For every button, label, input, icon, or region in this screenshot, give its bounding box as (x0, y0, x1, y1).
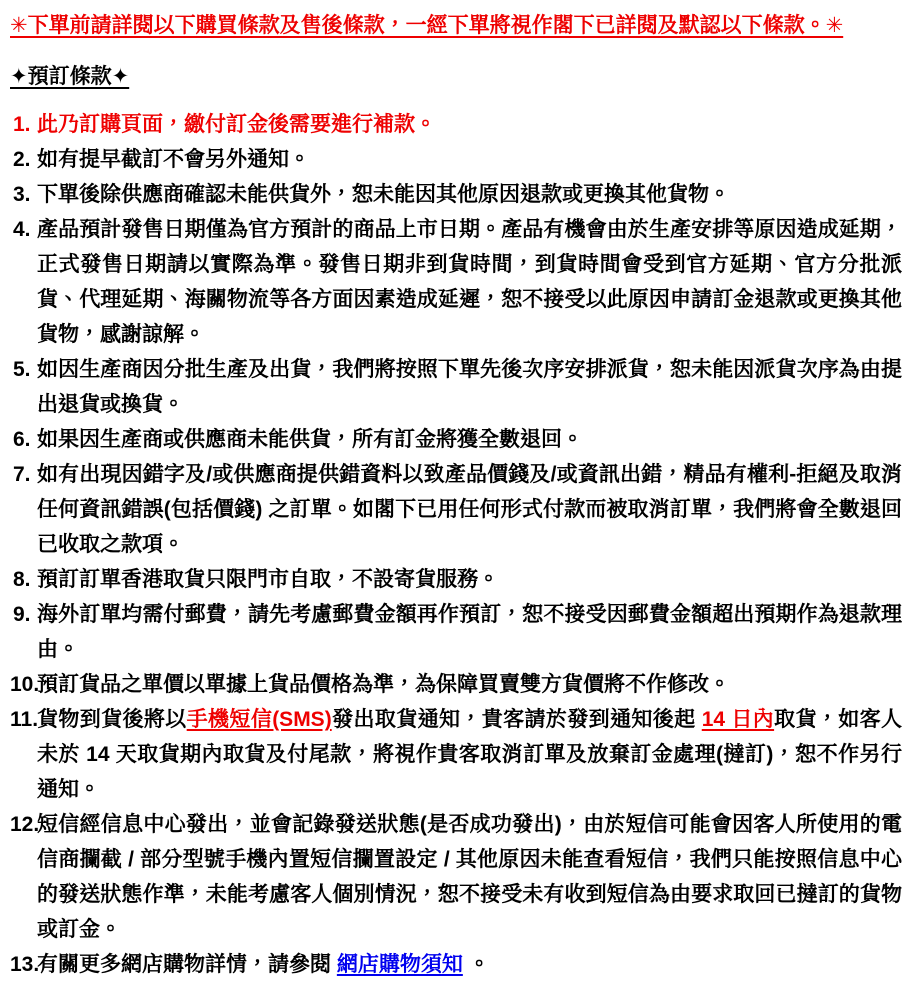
text-segment: 如有出現因錯字及/或供應商提供錯資料以致產品價錢及/或資訊出錯，精品有權利-拒絕及取消任何資訊錯誤(包括價錢) 之訂單。如閣下已用任何形式付款而被取消訂單，我們將會全數退回已收取之款項。 (37, 463, 902, 556)
term-number: 9. (13, 603, 31, 626)
text-segment: 預訂訂單香港取貨只限門市自取，不設寄貨服務。 (37, 568, 499, 591)
term-number: 1. (13, 113, 31, 136)
term-number: 4. (13, 218, 31, 241)
term-number: 12. (10, 813, 40, 836)
term-number: 8. (13, 568, 31, 591)
term-number: 3. (13, 183, 31, 206)
text-segment: 短信經信息中心發出，並會記錄發送狀態(是否成功發出)，由於短信可能會因客人所使用的電信商攔截 / 部分型號手機內置短信攔置設定 / 其他原因未能查看短信，我們只能按照信息中心的發送狀態作準，未能考慮客人個別情況，恕不接受未有收到短信為由要求取回已撻訂的貨物或訂金。 (37, 813, 902, 941)
term-item-9 (10, 597, 903, 667)
term-item-10 (10, 667, 903, 702)
term-text (37, 142, 903, 177)
terms-warning-header (10, 8, 903, 43)
term-number: 2. (13, 148, 31, 171)
term-text (37, 947, 903, 982)
term-item-7 (10, 457, 903, 562)
term-item-8 (10, 562, 903, 597)
text-segment: 如果因生產商或供應商未能供貨，所有訂金將獲全數退回。 (37, 428, 583, 451)
term-number: 10. (10, 673, 40, 696)
term-text (37, 562, 903, 597)
term-item-5 (10, 352, 903, 422)
term-number: 13. (10, 953, 40, 976)
term-text (37, 667, 903, 702)
term-item-3 (10, 177, 903, 212)
term-item-2 (10, 142, 903, 177)
term-text (37, 807, 903, 947)
term-item-4 (10, 212, 903, 352)
term-number: 6. (13, 428, 31, 451)
term-text (37, 702, 903, 807)
term-item-12 (10, 807, 903, 947)
preorder-terms-title-text: ✦預訂條款✦ (10, 65, 130, 88)
term-number: 7. (13, 463, 31, 486)
term-text (37, 212, 903, 352)
term-item-1 (10, 107, 903, 142)
text-segment: 海外訂單均需付郵費，請先考慮郵費金額再作預訂，恕不接受因郵費金額超出預期作為退款理由。 (37, 603, 902, 661)
text-segment: 發出取貨通知，貴客請於發到通知後起 (331, 708, 702, 731)
text-segment: 產品預計發售日期僅為官方預計的商品上市日期。產品有機會由於生產安排等原因造成延期，正式發售日期請以實際為準。發售日期非到貨時間，到貨時間會受到官方延期、官方分批派貨、代理延期、海關物流等各方面因素造成延遲，恕不接受以此原因申請訂金退款或更換其他貨物，感謝諒解。 (37, 218, 902, 346)
term-text (37, 177, 903, 212)
text-segment: 下單後除供應商確認未能供貨外，恕未能因其他原因退款或更換其他貨物。 (37, 183, 730, 206)
term-text (37, 422, 903, 457)
pickup-deadline-emphasis: 14 日內 (701, 708, 775, 731)
term-text (37, 352, 903, 422)
text-segment: 有關更多網店購物詳情，請參閱 (37, 953, 337, 976)
terms-warning-text: ✳下單前請詳閱以下購買條款及售後條款，一經下單將視作閣下已詳閱及默認以下條款。✳ (10, 14, 844, 37)
term-number: 11. (10, 708, 39, 731)
terms-list (10, 107, 903, 982)
term-item-11 (10, 702, 903, 807)
text-segment: 。 (462, 953, 490, 976)
term-number: 5. (13, 358, 31, 381)
term-text (37, 107, 903, 142)
term-item-13 (10, 947, 903, 982)
text-segment: 如因生產商因分批生產及出貨，我們將按照下單先後次序安排派貨，恕未能因派貨次序為由提出退貨或換貨。 (37, 358, 902, 416)
text-segment: 預訂貨品之單價以單據上貨品價格為準，為保障買賣雙方貨價將不作修改。 (37, 673, 730, 696)
term-text (37, 597, 903, 667)
preorder-terms-title (10, 59, 903, 94)
text-segment: 此乃訂購頁面，繳付訂金後需要進行補款。 (37, 113, 436, 136)
sms-emphasis: 手機短信(SMS) (186, 708, 332, 731)
term-text (37, 457, 903, 562)
term-item-6 (10, 422, 903, 457)
text-segment: 如有提早截訂不會另外通知。 (37, 148, 310, 171)
text-segment: 貨物到貨後將以 (37, 708, 187, 731)
text-segment: 取貨，如客人未於 14 天取貨期內取貨及付尾款，將視作貴客取消訂單及放棄訂金處理(撻訂)，恕不作另行通知。 (37, 708, 902, 801)
shop-notice-link[interactable]: 網店購物須知 (336, 953, 463, 976)
